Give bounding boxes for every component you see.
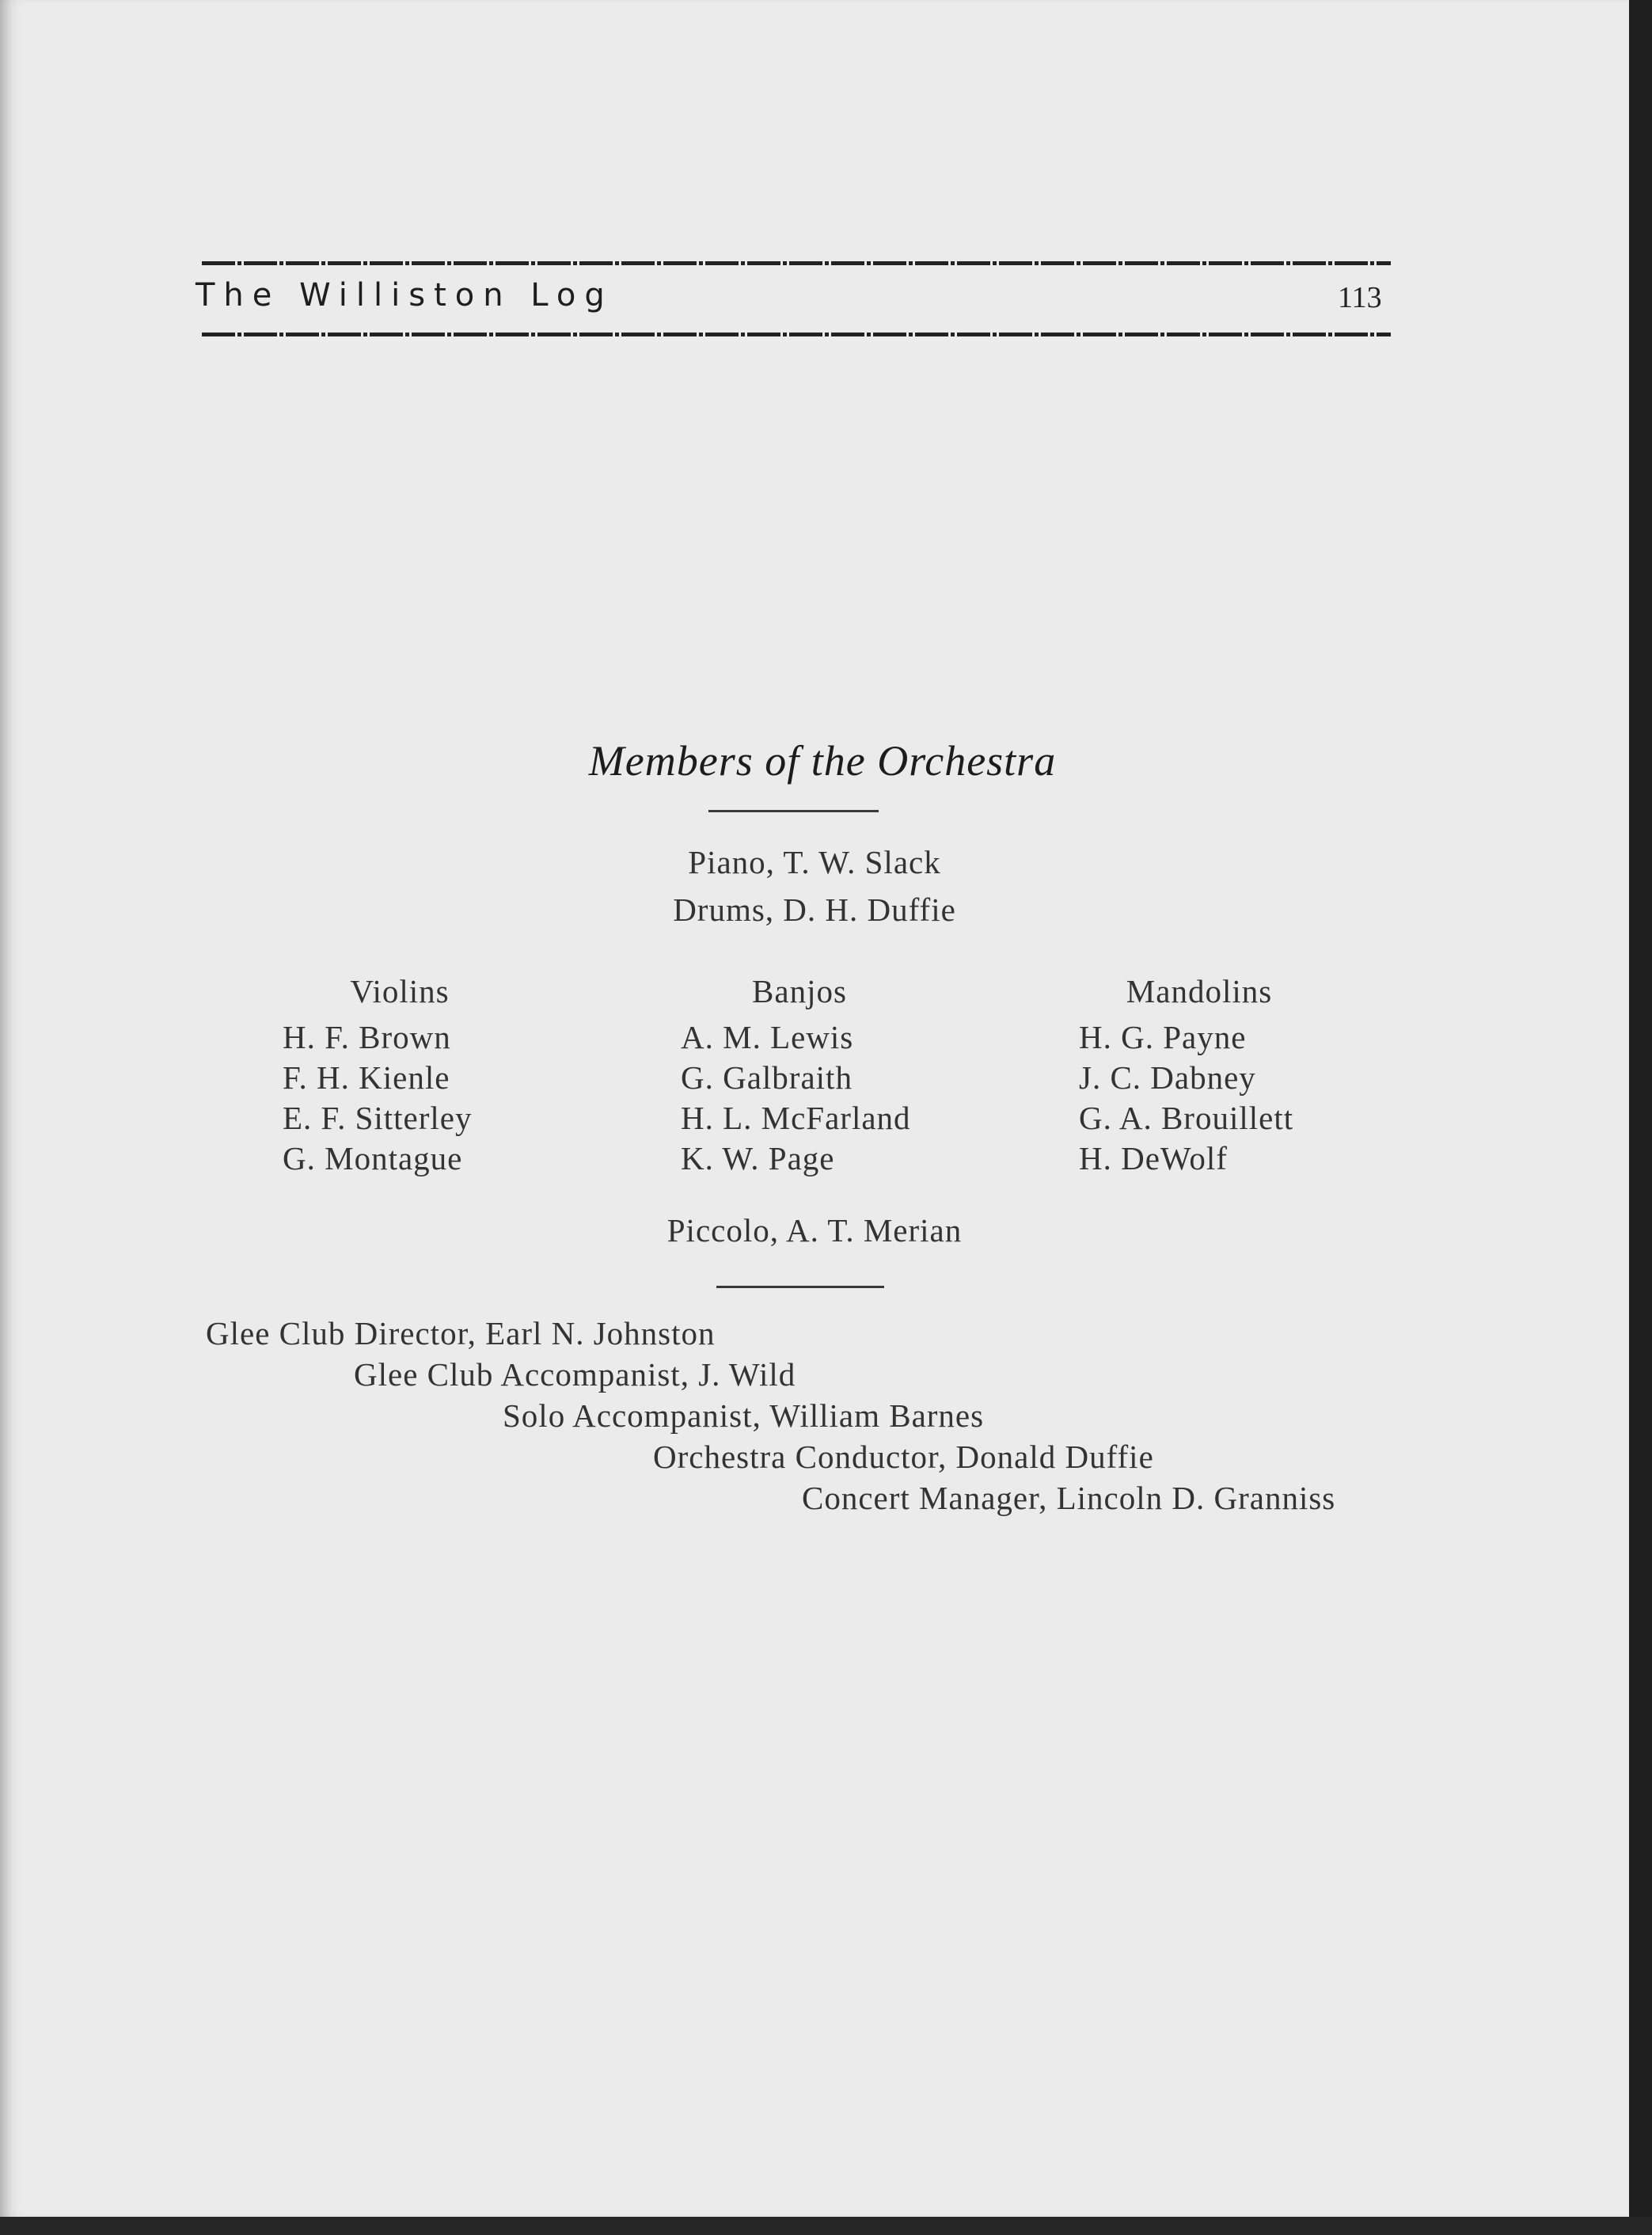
member-name: F. H. Kienle [283,1059,450,1096]
section-heading: Banjos [752,973,847,1009]
soloist-piano: Piano, T. W. Slack [688,844,941,880]
page-number: 113 [1338,281,1382,314]
soloist-drums: Drums, D. H. Duffie [673,891,956,928]
scan-border-right [1629,0,1652,2235]
section-banjos [633,972,966,1176]
section-divider [716,1286,884,1288]
running-title: The Williston Log [196,277,613,314]
staff-line: Glee Club Accompanist, J. Wild [354,1356,796,1393]
section-violins [234,972,566,1176]
member-name: E. F. Sitterley [283,1100,473,1136]
member-name: H. DeWolf [1079,1140,1228,1176]
member-name: H. L. McFarland [681,1100,911,1136]
member-name: K. W. Page [681,1140,835,1176]
staff-line: Glee Club Director, Earl N. Johnston [206,1315,716,1351]
member-name: H. F. Brown [283,1019,451,1055]
staff-line: Orchestra Conductor, Donald Duffie [653,1439,1154,1475]
member-name: H. G. Payne [1079,1019,1247,1055]
member-name: G. Galbraith [681,1059,853,1096]
header-rule-bottom [202,333,1391,336]
staff-line: Solo Accompanist, William Barnes [503,1397,985,1434]
member-name: G. Montague [283,1140,463,1176]
section-heading: Violins [350,973,450,1009]
page-title: Members of the Orchestra [588,737,1057,785]
member-name: A. M. Lewis [681,1019,854,1055]
section-mandolins [1033,972,1365,1176]
staff-line: Concert Manager, Lincoln D. Granniss [802,1480,1336,1516]
member-name: J. C. Dabney [1079,1059,1256,1096]
title-divider [708,810,879,812]
section-heading: Mandolins [1126,973,1273,1009]
soloist-piccolo: Piccolo, A. T. Merian [666,1212,963,1249]
scan-border-bottom [0,2217,1652,2235]
member-name: G. A. Brouillett [1079,1100,1294,1136]
header-rule-top [202,261,1391,265]
